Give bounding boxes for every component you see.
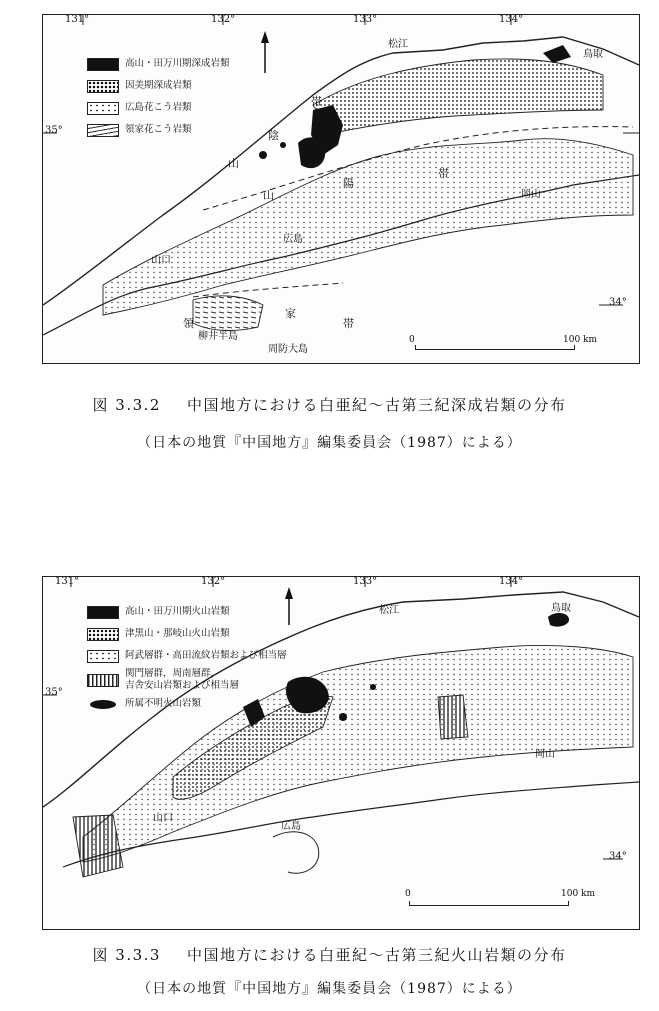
legend-item	[87, 693, 287, 715]
figure-number: 図 3.3.2	[92, 396, 161, 414]
place-okayama: 岡山	[535, 749, 555, 760]
legend-swatch	[87, 628, 119, 641]
longitude-label: 131°	[55, 576, 80, 587]
latitude-label: 35°	[45, 125, 63, 136]
legend-swatch	[87, 674, 119, 687]
place-yamaguchi: 山口	[153, 813, 173, 824]
caption-text: 中国地方における白亜紀～古第三紀火山岩類の分布	[186, 946, 567, 964]
figure-caption	[0, 394, 659, 415]
map-volcanic-rocks	[42, 576, 640, 930]
legend-label: 高山・田万川期火山岩類	[125, 606, 230, 617]
scale-start: 0	[409, 335, 415, 345]
belt-label: 帯	[311, 95, 322, 108]
legend-item	[87, 623, 287, 645]
legend-swatch	[87, 124, 119, 137]
longitude-label: 133°	[353, 576, 378, 587]
legend	[87, 601, 287, 715]
legend-label: 所属不明火山岩類	[125, 698, 202, 709]
legend-label	[125, 668, 239, 692]
scale-end: 100 km	[563, 335, 598, 345]
legend-swatch	[87, 698, 119, 711]
belt-label: 帯	[343, 317, 354, 330]
legend-swatch	[87, 102, 119, 115]
legend-item	[87, 75, 230, 97]
figure-source: （日本の地質『中国地方』編集委員会（1987）による）	[137, 981, 522, 997]
belt-label: 家	[285, 307, 296, 320]
place-suo-oshima: 周防大島	[268, 344, 308, 355]
inbi-plutonic	[313, 59, 603, 133]
caption-text: 中国地方における白亜紀～古第三紀深成岩類の分布	[186, 396, 567, 414]
scale-bar	[415, 345, 575, 355]
legend-swatch	[87, 58, 119, 71]
ryoke-granite	[193, 296, 263, 331]
latitude-label: 34°	[609, 851, 627, 862]
belt-label: 領	[183, 317, 194, 330]
place-tottori: 鳥取	[551, 603, 571, 614]
figure-source: （日本の地質『中国地方』編集委員会（1987）による）	[137, 435, 522, 451]
legend-item	[87, 601, 287, 623]
legend-swatch	[87, 606, 119, 619]
place-hiroshima: 広島	[283, 234, 303, 245]
latitude-label: 35°	[45, 687, 63, 698]
belt-label: 陽	[343, 177, 354, 190]
map-plutonic-rocks	[42, 14, 640, 364]
figure-number: 図 3.3.3	[92, 946, 161, 964]
legend-item	[87, 667, 287, 693]
longitude-label: 134°	[499, 14, 524, 25]
place-yamaguchi: 山口	[151, 255, 171, 266]
belt-label: 陰	[268, 129, 279, 142]
legend-item	[87, 119, 230, 141]
belt-label: 山	[228, 157, 239, 170]
shunan-group	[438, 695, 468, 739]
scale-end: 100 km	[561, 889, 596, 899]
latitude-label: 34°	[609, 297, 627, 308]
place-okayama: 岡山	[521, 189, 541, 200]
legend-item	[87, 53, 230, 75]
takayama-body-3	[543, 45, 571, 63]
belt-label: 帯	[438, 167, 449, 180]
legend-item	[87, 645, 287, 667]
unknown-volcanic	[548, 613, 569, 627]
place-yanai: 柳井半島	[198, 331, 238, 342]
hiroshima-bay	[273, 832, 319, 873]
place-matsue: 松江	[388, 39, 408, 50]
scale-start: 0	[405, 889, 411, 899]
hiroshima-granite	[103, 139, 633, 315]
longitude-label: 134°	[499, 576, 524, 587]
legend-label-line1: 関門層群，周南層群，	[125, 668, 221, 679]
legend-label: 広島花こう岩類	[125, 102, 192, 113]
place-hiroshima: 広島	[281, 821, 301, 832]
legend-label: 領家花こう岩類	[125, 124, 192, 135]
longitude-label: 131°	[65, 14, 90, 25]
figure-caption	[0, 944, 659, 965]
longitude-label: 132°	[211, 14, 236, 25]
legend-label: 津黒山・那岐山火山岩類	[125, 628, 230, 639]
belt-label: 山	[263, 189, 274, 202]
scale-bar	[409, 901, 569, 911]
legend-label: 阿武層群・高田流紋岩類および相当層	[125, 650, 287, 661]
legend-label: 高山・田万川期深成岩類	[125, 58, 230, 69]
legend-label: 因美期深成岩類	[125, 80, 192, 91]
legend	[87, 53, 230, 141]
legend-swatch	[87, 650, 119, 663]
longitude-label: 133°	[353, 14, 378, 25]
longitude-label: 132°	[201, 576, 226, 587]
takayama-body-2	[298, 137, 325, 168]
legend-label-line2: 吉舎安山岩類および相当層	[125, 680, 240, 691]
place-tottori: 鳥取	[583, 49, 603, 60]
legend-swatch	[87, 80, 119, 93]
legend-item	[87, 97, 230, 119]
place-matsue: 松江	[379, 605, 399, 616]
